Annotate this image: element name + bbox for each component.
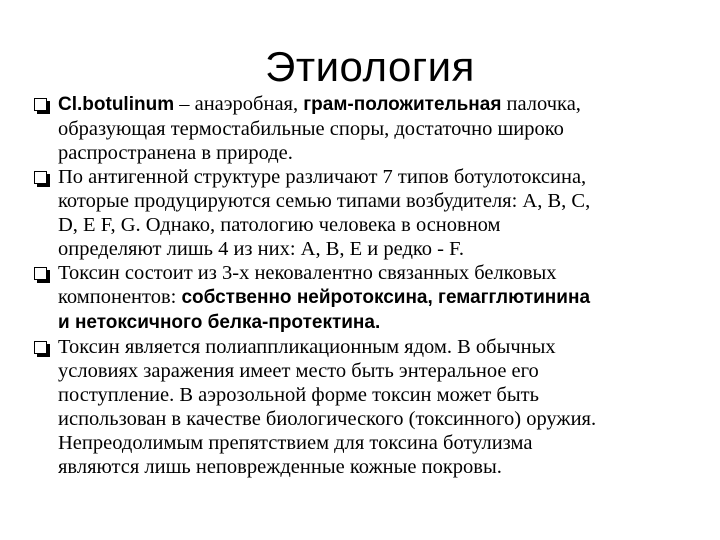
- text-segment: Токсин состоит из 3-х нековалентно связанных белковых: [58, 262, 557, 284]
- text-segment: определяют лишь 4 из них: А, В, Е и редко - F.: [58, 238, 465, 260]
- text-segment: поступление. В аэрозольной форме токсин может быть: [58, 384, 539, 406]
- square-bullet-icon: [34, 171, 47, 184]
- text-segment: компонентов:: [58, 286, 182, 308]
- text-line: [58, 237, 720, 261]
- text-line: [58, 383, 720, 407]
- text-line: [58, 335, 720, 359]
- bullet-item: [34, 92, 720, 165]
- square-bullet-icon: [34, 98, 47, 111]
- text-line: [58, 92, 720, 117]
- text-line: [58, 359, 720, 383]
- slide-title: Этиология: [265, 43, 475, 90]
- text-line: [58, 431, 720, 455]
- text-segment: D, Е F, G. Однако, патологию человека в основном: [58, 214, 501, 236]
- text-line: [58, 213, 720, 237]
- bold-term: собственно нейротоксина, гемагглютинина: [181, 287, 591, 308]
- text-segment: Непреодолимым препятствием для токсина ботулизма: [58, 432, 533, 454]
- text-segment: палочка,: [501, 93, 581, 115]
- organism-name: Cl.botulinum: [58, 94, 175, 115]
- text-segment: образующая термостабильные споры, достаточно широко: [58, 118, 564, 140]
- bold-term: грам-положительная: [303, 94, 502, 115]
- text-line: [58, 407, 720, 431]
- square-bullet-icon: [34, 341, 47, 354]
- text-segment: Токсин является полиаппликационным ядом. В обычных: [58, 336, 556, 358]
- text-line: [58, 455, 720, 479]
- text-line: [58, 189, 720, 213]
- text-segment: распространена в природе.: [58, 142, 293, 164]
- text-segment: являются лишь неповрежденные кожные покровы.: [58, 456, 502, 478]
- bullet-list: [34, 92, 720, 479]
- text-line: [58, 117, 720, 141]
- bullet-item: [34, 165, 720, 261]
- text-segment: которые продуцируются семью типами возбудителя: А, В, С,: [58, 190, 591, 212]
- bold-term: и нетоксичного белка-протектина.: [58, 312, 381, 333]
- text-line: [58, 141, 720, 165]
- text-line: [58, 165, 720, 189]
- text-segment: – анаэробная,: [174, 93, 304, 115]
- bullet-item: [34, 335, 720, 479]
- text-segment: использован в качестве биологического (токсинного) оружия.: [58, 408, 597, 430]
- text-line: [58, 310, 720, 335]
- text-segment: условиях заражения имеет место быть энтеральное его: [58, 360, 539, 382]
- bullet-item: [34, 261, 720, 335]
- square-bullet-icon: [34, 267, 47, 280]
- text-line: [58, 285, 720, 310]
- text-segment: По антигенной структуре различают 7 типов ботулотоксина,: [58, 166, 587, 188]
- text-line: [58, 261, 720, 285]
